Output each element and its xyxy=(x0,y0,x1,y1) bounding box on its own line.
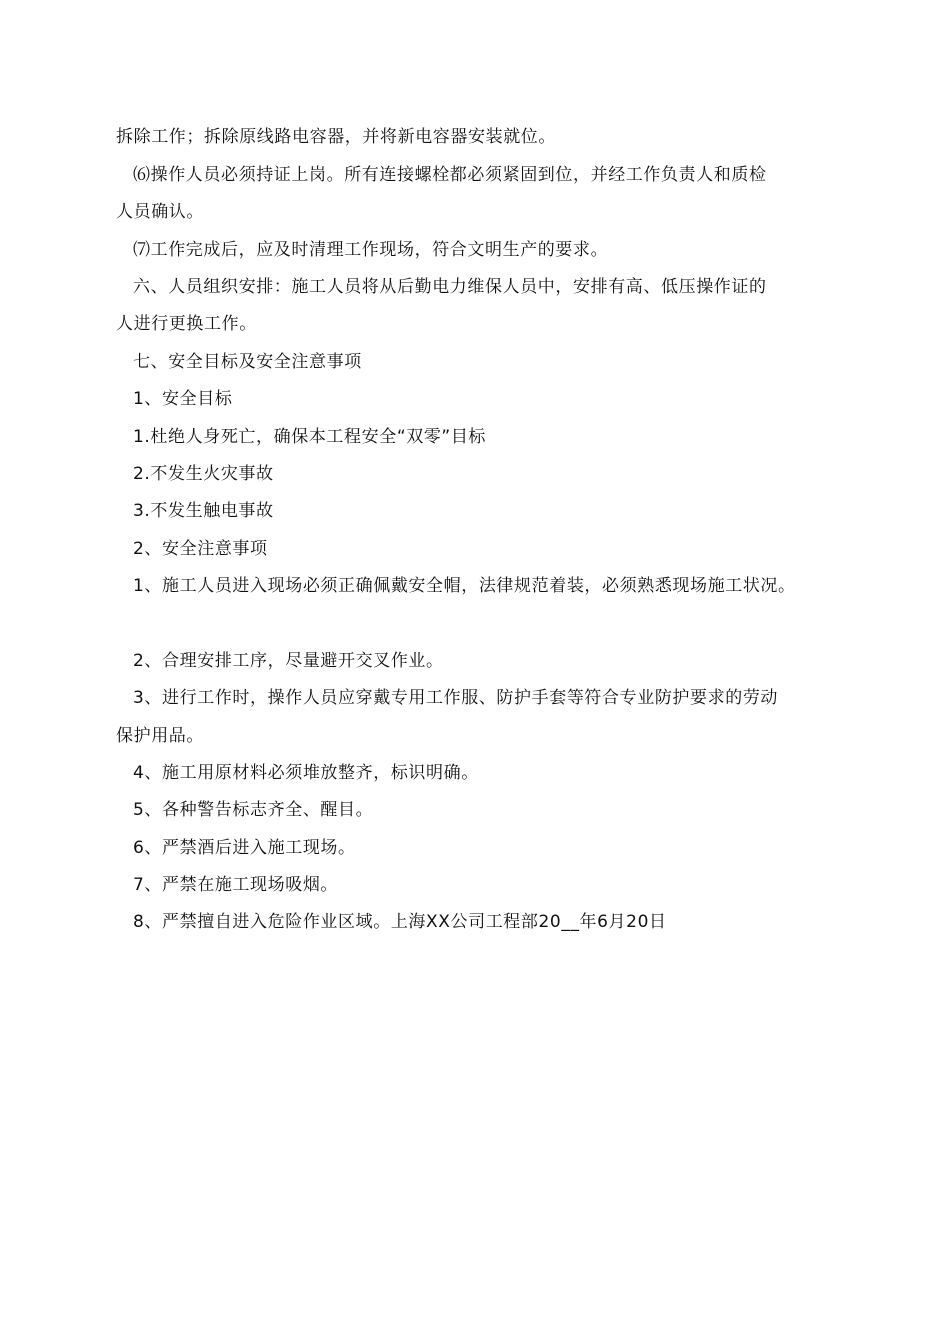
list-item-note-2: 2、合理安排工序，尽量避开交叉作业。 xyxy=(133,651,444,671)
text-line-removal-work: 拆除工作；拆除原线路电容器，并将新电容器安装就位。 xyxy=(116,127,556,147)
list-item-note-4: 4、施工用原材料必须堆放整齐，标识明确。 xyxy=(133,763,479,783)
list-item-goal-3: 3.不发生触电事故 xyxy=(133,501,274,521)
text-line-item-6-cont: 人员确认。 xyxy=(116,202,204,222)
subheading-safety-notes: 2、安全注意事项 xyxy=(133,539,268,559)
text-line-item-7: ⑺工作完成后，应及时清理工作现场，符合文明生产的要求。 xyxy=(133,240,609,260)
list-item-goal-1: 1.杜绝人身死亡，确保本工程安全“双零”目标 xyxy=(133,427,487,447)
list-item-note-5: 5、各种警告标志齐全、醒目。 xyxy=(133,800,374,820)
section-heading-staffing: 六、人员组织安排：施工人员将从后勤电力维保人员中，安排有高、低压操作证的 xyxy=(133,277,767,297)
list-item-note-3-cont: 保护用品。 xyxy=(116,726,204,746)
list-item-note-3: 3、进行工作时，操作人员应穿戴专用工作服、防护手套等符合专业防护要求的劳动 xyxy=(133,688,779,708)
section-heading-safety: 七、安全目标及安全注意事项 xyxy=(133,352,362,372)
text-line-item-6: ⑹操作人员必须持证上岗。所有连接螺栓都必须紧固到位，并经工作负责人和质检 xyxy=(133,165,767,185)
list-item-note-7: 7、严禁在施工现场吸烟。 xyxy=(133,875,339,895)
list-item-note-1: 1、施工人员进入现场必须正确佩戴安全帽，法律规范着装，必须熟悉现场施工状况。 xyxy=(133,576,796,596)
text-line-staffing-cont: 人进行更换工作。 xyxy=(116,314,257,334)
list-item-note-6: 6、严禁酒后进入施工现场。 xyxy=(133,838,356,858)
list-item-goal-2: 2.不发生火灾事故 xyxy=(133,464,274,484)
subheading-safety-goals: 1、安全目标 xyxy=(133,389,233,409)
list-item-note-8-signature: 8、严禁擅自进入危险作业区域。上海XX公司工程部20__年6月20日 xyxy=(133,912,667,932)
